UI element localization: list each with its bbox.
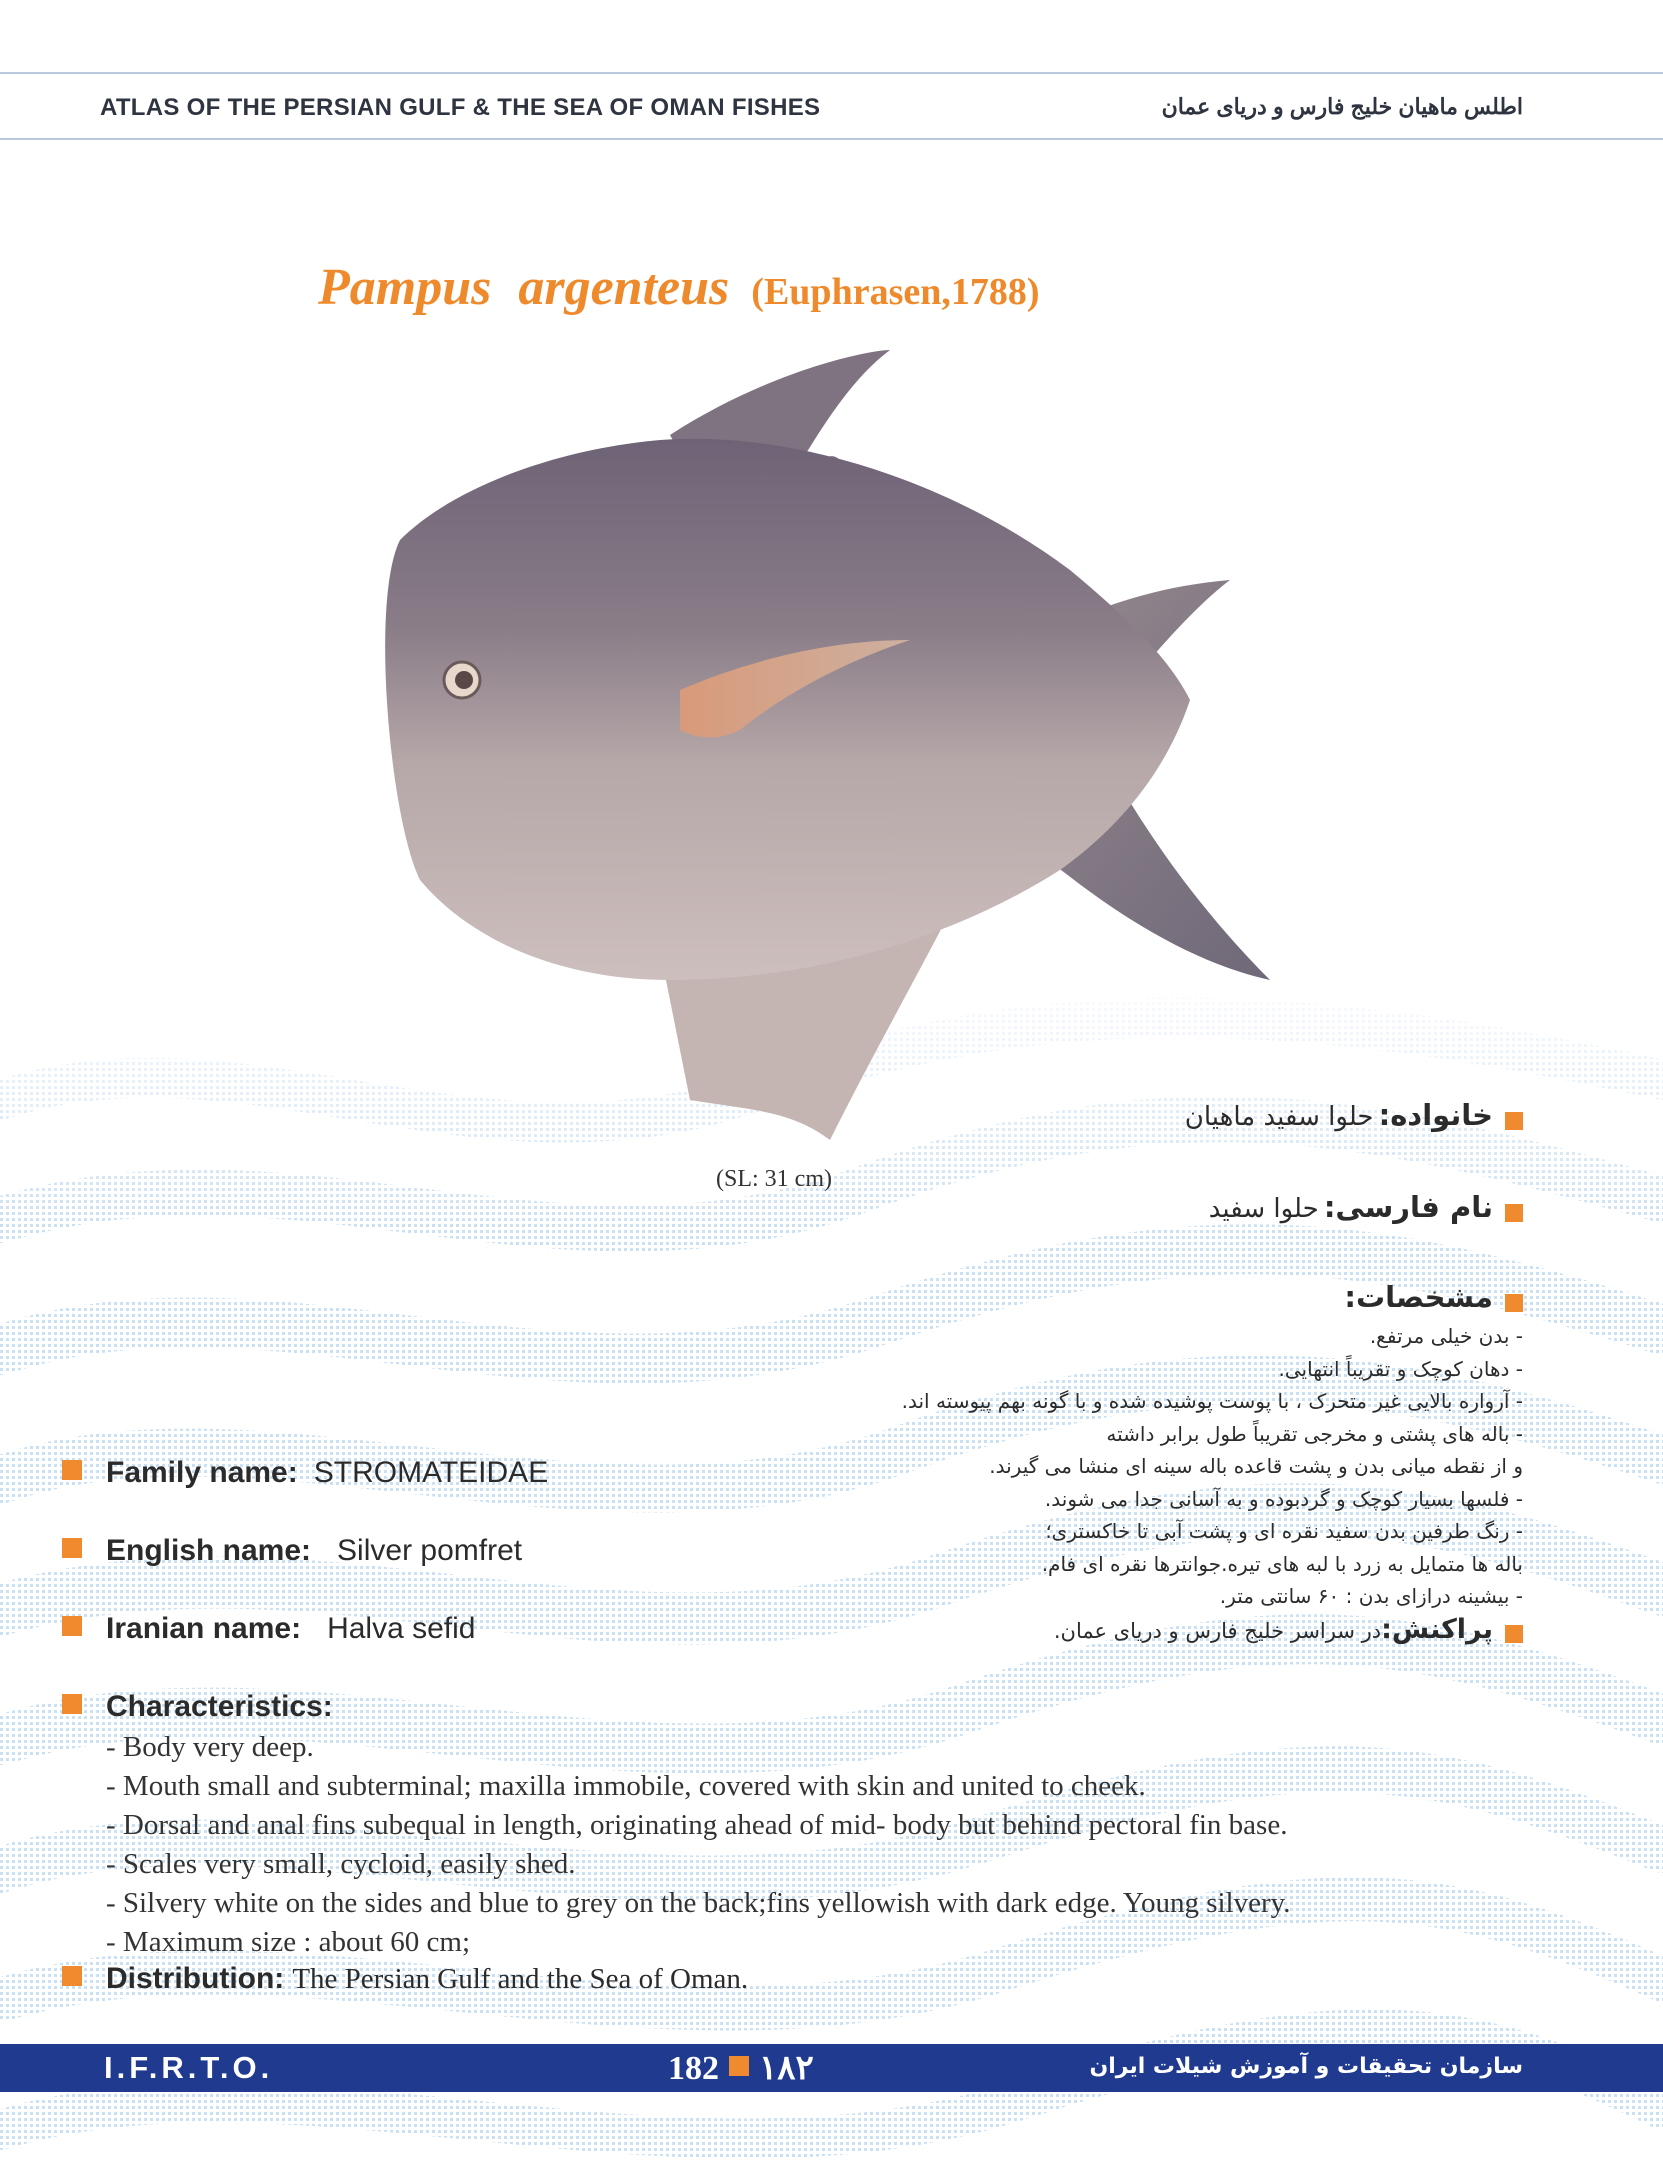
family-name-value: STROMATEIDAE [313,1456,549,1489]
bullet-square-icon [1505,1204,1523,1222]
bullet-square-icon [1505,1112,1523,1130]
bullet-square-icon [1505,1294,1523,1312]
standard-length-label: (SL: 31 cm) [716,1166,832,1192]
iranian-name-value: Halva sefid [327,1612,476,1645]
fa-name-value: حلوا سفید [1208,1194,1319,1224]
fa-char-line: - آرواره بالایی غیر متحرک ، با پوست پوشیده شده و با گونه بهم پیوسته اند. [901,1389,1523,1413]
bullet-square-icon [729,2056,749,2076]
fa-char-line: - باله های پشتی و مخرجی تقریباً طول برابر داشته [1106,1421,1523,1446]
fa-family-row [1185,1098,1523,1132]
fa-family-label: خانواده: [1378,1098,1493,1132]
fish-illustration [230,340,1410,1140]
bullet-square-icon [62,1460,82,1480]
fa-char-line: - بیشینه درازای بدن : ۶۰ سانتی متر. [1219,1584,1523,1608]
header-title-en: ATLAS OF THE PERSIAN GULF & THE SEA OF OMAN FISHES [100,94,821,121]
species-name: Pampus argenteus [318,259,730,316]
iranian-name-row [62,1612,475,1646]
characteristics-list [106,1728,1291,1962]
fa-char-row [1344,1280,1523,1314]
characteristics-line: - Dorsal and anal fins subequal in length, originating ahead of mid- body but behind pectoral fin base. [106,1809,1288,1841]
page-number-fa: ۱۸۲ [759,2050,814,2087]
bullet-square-icon [62,1694,82,1714]
footer-org-name-fa: سازمان تحقیقات و آموزش شیلات ایران [1089,2054,1523,2079]
bullet-square-icon [62,1966,82,1986]
fa-dist-row [1054,1614,1523,1645]
fa-char-label: مشخصات: [1344,1280,1493,1314]
bullet-square-icon [62,1538,82,1558]
characteristics-line: - Scales very small, cycloid, easily shed. [106,1848,576,1880]
characteristics-line: - Silvery white on the sides and blue to grey on the back;fins yellowish with dark edge. Young silvery. [106,1887,1291,1919]
fa-char-line: - رنگ طرفین بدن سفید نقره ای و پشت آبی تا خاکستری؛ [1045,1519,1523,1543]
english-name-value: Silver pomfret [337,1534,523,1567]
english-name-label: English name: [106,1534,312,1567]
footer-bar [0,2044,1663,2092]
fa-name-label: نام فارسی: [1323,1190,1493,1224]
family-name-row [62,1456,548,1490]
footer-org-abbrev: I.F.R.T.O. [104,2050,274,2085]
fa-dist-label: پراکنش: [1381,1614,1493,1645]
characteristics-line: - Body very deep. [106,1731,314,1763]
characteristics-label: Characteristics: [106,1690,333,1723]
page-number-en: 182 [668,2050,719,2087]
distribution-row [62,1962,748,1996]
fa-name-row [1209,1190,1523,1224]
bullet-square-icon [1505,1625,1523,1643]
fa-char-list [703,1320,1523,1613]
page-number [668,2048,814,2088]
fa-family-value: حلوا سفید ماهیان [1184,1102,1374,1132]
fa-char-line: - دهان کوچک و تقریباً انتهایی. [1278,1356,1523,1381]
characteristics-row [62,1690,333,1724]
header-title-fa: اطلس ماهیان خلیج فارس و دریای عمان [1161,94,1523,119]
characteristics-line: - Maximum size : about 60 cm; [106,1926,471,1958]
family-name-label: Family name: [106,1456,298,1489]
distribution-value: The Persian Gulf and the Sea of Oman. [292,1963,749,1995]
fa-char-line: باله ها متمایل به زرد با لبه های تیره.جوانترها نقره ای فام. [1041,1551,1523,1576]
header-rule-top [0,72,1663,74]
english-name-row [62,1534,522,1568]
bullet-square-icon [62,1616,82,1636]
distribution-label: Distribution: [106,1962,285,1995]
fa-char-line: - فلسها بسیار کوچک و گردبوده و به آسانی جدا می شوند. [1044,1486,1523,1511]
iranian-name-label: Iranian name: [106,1612,302,1645]
header-rule-bottom [0,138,1663,140]
fa-dist-value: در سراسر خلیج فارس و دریای عمان. [1053,1619,1382,1643]
fa-char-line: - بدن خیلی مرتفع. [1369,1324,1523,1348]
species-title [318,258,1040,317]
characteristics-line: - Mouth small and subterminal; maxilla immobile, covered with skin and united to cheek. [106,1770,1146,1802]
species-author: (Euphrasen,1788) [751,271,1040,313]
fa-char-line: و از نقطه میانی بدن و پشت قاعده باله سینه ای منشا می گیرند. [989,1454,1523,1478]
